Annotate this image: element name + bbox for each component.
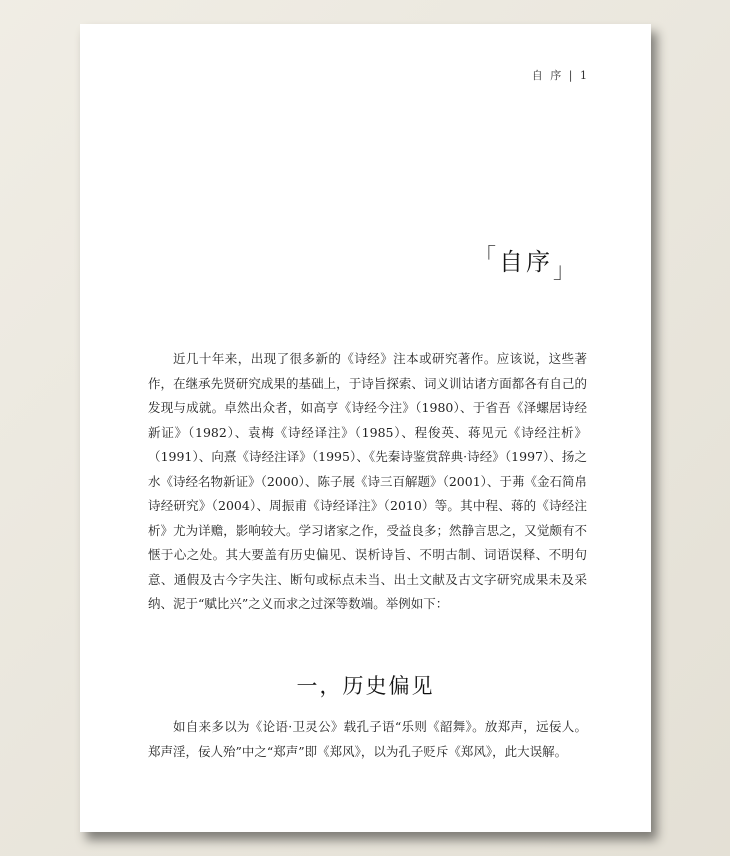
chapter-title-close-bracket: 」: [552, 259, 578, 284]
running-head: 自 序 | 1: [531, 69, 589, 82]
section-paragraph: 如自来多以为《论语·卫灵公》载孔子语“乐则《韶舞》。放郑声，远佞人。郑声淫，佞人殆”中之“郑声”即《郑风》，以为孔子贬斥《郑风》，此大误解。: [148, 719, 587, 759]
preface-paragraph: 近几十年来，出现了很多新的《诗经》注本或研究著作。应该说，这些著作，在继承先贤研究成果的基础上，于诗旨探索、词义训诂诸方面都各有自己的发现与成就。卓然出众者，如高亨《诗经今注》（1980）、于省吾《泽螺居诗经新证》（1982）、袁梅《诗经译注》（1985）、程俊英、蒋见元《诗经注析》（1991）、向熹《诗经注译》（1995）、《先秦诗鉴赏辞典·诗经》（1997）、扬之水《诗经名物新证》（2000）、陈子展《诗三百解题》（2001）、于茀《金石简帛诗经研究》（2004）、周振甫《诗经译注》（2010）等。其中程、蒋的《诗经注析》尤为详赡，影响较大。学习诸家之作，受益良多；然静言思之，又觉颇有不惬于心之处。其大要盖有历史偏见、误析诗旨、不明古制、词语误释、不明句意、通假及古今字失注、断句或标点未当、出土文献及古文字研究成果未及采纳、泥于“赋比兴”之义而求之过深等数端。举例如下：: [148, 351, 587, 611]
chapter-title: [474, 240, 578, 285]
chapter-title-open-bracket: 「: [473, 245, 499, 270]
chapter-title-text: 自序: [498, 248, 553, 276]
section-heading: 一，历史偏见: [296, 674, 435, 698]
book-page: [80, 24, 651, 832]
